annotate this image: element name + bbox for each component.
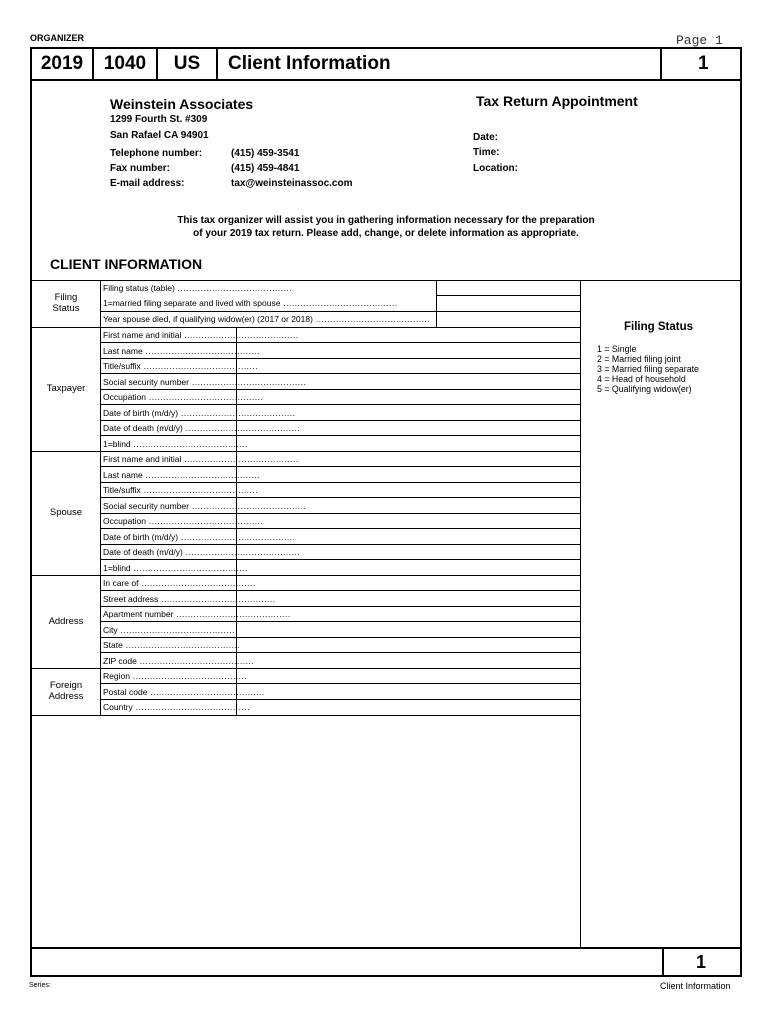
row-line	[100, 497, 580, 498]
filing-status-option: 5 = Qualifying widow(er)	[597, 384, 692, 394]
married-separate-lived-field[interactable]	[437, 297, 580, 309]
address-street-field[interactable]	[237, 593, 580, 605]
filing-row-label: Year spouse died, if qualifying widow(er) (2017 or 2018) ........................................	[103, 314, 431, 324]
row-line	[100, 342, 580, 343]
row-line	[100, 466, 580, 467]
taxpayer-first-name-field[interactable]	[237, 329, 580, 341]
appointment-time-label: Time:	[473, 147, 500, 158]
address-street-label: Street address ........................................	[103, 594, 276, 604]
filing-status-field[interactable]	[437, 282, 580, 294]
address-city-field[interactable]	[237, 624, 580, 636]
taxpayer-dob-label: Date of birth (m/d/y) ........................................	[103, 408, 296, 418]
spouse-occupation-field[interactable]	[237, 515, 580, 527]
row-line	[100, 621, 580, 622]
taxpayer-dob-field[interactable]	[237, 407, 580, 419]
footer-divider	[32, 947, 740, 949]
address-zip-field[interactable]	[237, 655, 580, 667]
taxpayer-last-name-field[interactable]	[237, 345, 580, 357]
spouse-section-label: Spouse	[49, 507, 83, 518]
appointment-date-label: Date:	[473, 132, 499, 143]
organizer-form	[30, 47, 742, 977]
row-line	[100, 559, 580, 560]
spouse-section-bottom	[32, 575, 100, 576]
row-line	[100, 590, 580, 591]
row-line	[100, 389, 580, 390]
appointment-location-label: Location:	[473, 163, 518, 174]
taxpayer-occupation-label: Occupation ........................................	[103, 392, 264, 402]
header-country: US	[158, 49, 218, 79]
spouse-blind-label: 1=blind ........................................	[103, 563, 248, 573]
footer-page-number: 1	[695, 952, 706, 972]
firm-address2: San Rafael CA 94901	[110, 130, 209, 141]
page-label: Page 1	[676, 33, 723, 48]
header-divider	[32, 79, 740, 81]
foreign-section-bottom	[32, 715, 100, 716]
firm-fax: (415) 459-4841	[231, 163, 300, 174]
foreign-postal-label: Postal code ........................................	[103, 687, 265, 697]
firm-email: tax@weinsteinassoc.com	[231, 178, 353, 189]
row-line	[100, 513, 580, 514]
address-apartment-field[interactable]	[237, 608, 580, 620]
address-city-label: City ........................................	[103, 625, 235, 635]
spouse-title-field[interactable]	[237, 484, 580, 496]
panel-divider	[580, 280, 581, 947]
row-line	[100, 652, 580, 653]
address-care-of-label: In care of ........................................	[103, 578, 256, 588]
spouse-last-name-field[interactable]	[237, 469, 580, 481]
table-bottom-line	[100, 715, 580, 716]
row-line	[100, 575, 580, 576]
section-title: CLIENT INFORMATION	[50, 256, 203, 272]
row-line	[100, 606, 580, 607]
address-care-of-field[interactable]	[237, 577, 580, 589]
foreign-region-label: Region ........................................	[103, 671, 248, 681]
spouse-dod-label: Date of death (m/d/y) ........................................	[103, 547, 301, 557]
row-line	[100, 544, 580, 545]
firm-fax-label: Fax number:	[110, 163, 171, 174]
address-section-bottom	[32, 668, 100, 669]
header-page-number: 1	[698, 53, 709, 74]
spouse-dod-field[interactable]	[237, 546, 580, 558]
filing-row-label: 1=married filing separate and lived with spouse ........................................	[103, 298, 398, 308]
intro-line1: This tax organizer will assist you in gathering information necessary for the preparation	[177, 215, 595, 226]
filing-section-label: Filing Status	[52, 292, 80, 314]
taxpayer-blind-field[interactable]	[237, 438, 580, 450]
spouse-last-name-label: Last name ........................................	[103, 470, 261, 480]
organizer-label: ORGANIZER	[30, 33, 84, 43]
firm-email-label: E-mail address:	[110, 178, 185, 189]
filing-section-bottom	[32, 327, 100, 328]
row-line	[100, 699, 580, 700]
header-title: Client Information	[218, 49, 662, 79]
spouse-dob-field[interactable]	[237, 531, 580, 543]
taxpayer-ssn-label: Social security number ........................................	[103, 377, 307, 387]
taxpayer-dod-field[interactable]	[237, 422, 580, 434]
spouse-blind-field[interactable]	[237, 562, 580, 574]
taxpayer-first-name-label: First name and initial ........................................	[103, 330, 299, 340]
foreign-country-label: Country ........................................	[103, 702, 251, 712]
filing-status-option: 4 = Head of household	[597, 374, 686, 384]
spouse-first-name-field[interactable]	[237, 453, 580, 465]
spouse-dob-label: Date of birth (m/d/y) ........................................	[103, 532, 296, 542]
firm-phone: (415) 459-3541	[231, 148, 300, 159]
filing-status-option: 2 = Married filing joint	[597, 354, 681, 364]
taxpayer-ssn-field[interactable]	[237, 376, 580, 388]
intro-line2: of your 2019 tax return. Please add, change, or delete information as appropriate.	[193, 228, 579, 239]
taxpayer-blind-label: 1=blind ........................................	[103, 439, 248, 449]
taxpayer-last-name-label: Last name ........................................	[103, 346, 261, 356]
row-line	[100, 435, 580, 436]
address-state-field[interactable]	[237, 639, 580, 651]
filing-row-line	[100, 311, 580, 312]
row-line	[100, 451, 580, 452]
row-line	[100, 373, 580, 374]
taxpayer-dod-label: Date of death (m/d/y) ........................................	[103, 423, 301, 433]
row-line	[100, 327, 580, 328]
header-year: 2019	[32, 49, 94, 79]
foreign-region-field[interactable]	[237, 670, 580, 682]
filing-row-line	[436, 295, 580, 296]
taxpayer-section-label: Taxpayer	[46, 383, 86, 394]
spouse-occupation-label: Occupation ........................................	[103, 516, 264, 526]
label-column-divider	[100, 280, 101, 716]
row-line	[100, 528, 580, 529]
row-line	[100, 482, 580, 483]
firm-phone-label: Telephone number:	[110, 148, 203, 159]
table-top-divider	[32, 280, 740, 281]
appointment-title: Tax Return Appointment	[476, 93, 638, 109]
filing-row-label: Filing status (table) ........................................	[103, 283, 293, 293]
filing-status-panel-title: Filing Status	[624, 321, 693, 333]
spouse-title-label: Title/suffix ........................................	[103, 485, 259, 495]
row-line	[100, 668, 580, 669]
row-line	[100, 420, 580, 421]
taxpayer-occupation-field[interactable]	[237, 391, 580, 403]
spouse-first-name-label: First name and initial ........................................	[103, 454, 299, 464]
foreign-country-field[interactable]	[237, 701, 580, 713]
filing-status-panel-list	[597, 344, 699, 394]
firm-name: Weinstein Associates	[110, 96, 254, 112]
foreign-section-label: Foreign Address	[48, 680, 84, 702]
spouse-ssn-label: Social security number ........................................	[103, 501, 307, 511]
address-state-label: State ........................................	[103, 640, 241, 650]
taxpayer-section-bottom	[32, 451, 100, 452]
filing-status-option: 3 = Married filing separate	[597, 364, 699, 374]
taxpayer-title-field[interactable]	[237, 360, 580, 372]
row-line	[100, 358, 580, 359]
address-section-label: Address	[48, 616, 84, 627]
header-form: 1040	[94, 49, 158, 79]
row-line	[100, 683, 580, 684]
taxpayer-title-label: Title/suffix ........................................	[103, 361, 259, 371]
year-spouse-died-field[interactable]	[437, 313, 580, 325]
filing-status-option: 1 = Single	[597, 344, 637, 354]
address-apartment-label: Apartment number ........................................	[103, 609, 291, 619]
firm-address1: 1299 Fourth St. #309	[110, 114, 208, 125]
spouse-ssn-field[interactable]	[237, 500, 580, 512]
series-label: Series:	[29, 982, 51, 989]
row-line	[100, 404, 580, 405]
address-zip-label: ZIP code ........................................	[103, 656, 255, 666]
footer-form-name: Client Information	[660, 981, 731, 991]
row-line	[100, 637, 580, 638]
foreign-postal-field[interactable]	[237, 686, 580, 698]
